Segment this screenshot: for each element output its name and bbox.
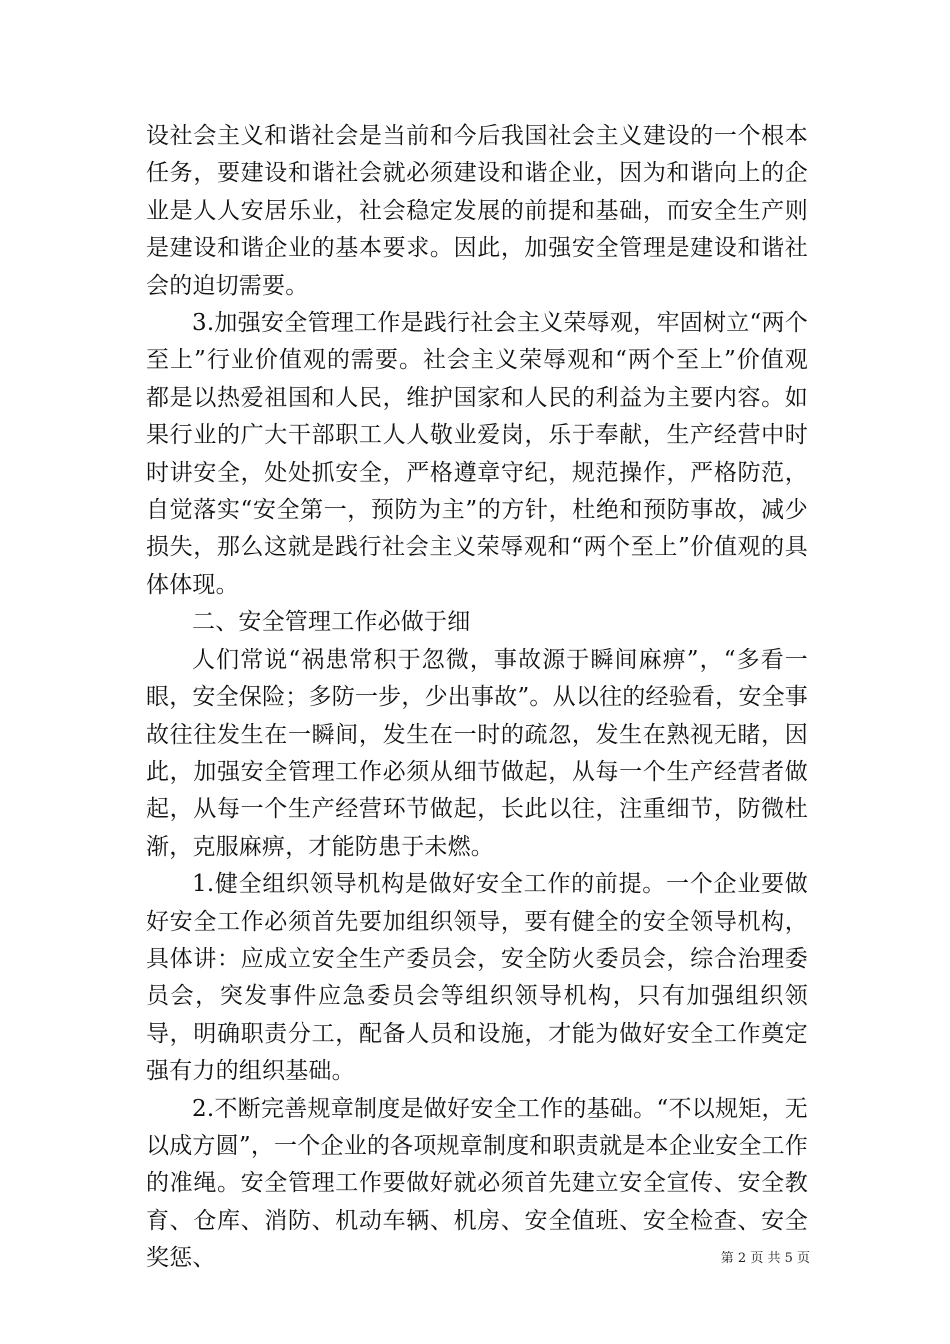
paragraph-4: 1.健全组织领导机构是做好安全工作的前提。一个企业要做好安全工作必须首先要加组织领导，要有健全的安全领导机构，具体讲：应成立安全生产委员会，安全防火委员会，综合治理委员会，突发事件应急委员会等组织领导机构，只有加强组织领导，明确职责分工，配备人员和设施，才能为做好安全工作奠定强有力的组织基础。 bbox=[146, 871, 808, 1085]
paragraph-5: 2.不断完善规章制度是做好安全工作的基础。“不以规矩，无以成方圆”，一个企业的各项规章制度和职责就是本企业安全工作的准绳。安全管理工作要做好就必须首先建立安全宣传、安全教育、仓库、消防、机动车辆、机房、安全值班、安全检查、安全奖惩、 bbox=[146, 1095, 808, 1272]
paragraph-2: 3.加强安全管理工作是践行社会主义荣辱观，牢固树立“两个至上”行业价值观的需要。社会主义荣辱观和“两个至上”价值观都是以热爱祖国和人民，维护国家和人民的利益为主要内容。如果行业的广大干部职工人人敬业爱岗，乐于奉献，生产经营中时时讲安全，处处抓安全，严格遵章守纪，规范操作，严格防范，自觉落实“安全第一，预防为主”的方针，杜绝和预防事故，减少损失，那么这就是践行社会主义荣辱观和“两个至上”价值观的具体体现。 bbox=[146, 310, 808, 598]
paragraph-1: 设社会主义和谐社会是当前和今后我国社会主义建设的一个根本任务，要建设和谐社会就必须建设和谐企业，因为和谐向上的企业是人人安居乐业，社会稳定发展的前提和基础，而安全生产则是建设和谐企业的基本要求。因此，加强安全管理是建设和谐社会的迫切需要。 bbox=[146, 123, 808, 299]
section-heading: 二、安全管理工作必做于细 bbox=[192, 609, 471, 636]
document-body bbox=[146, 118, 808, 1278]
page-number: 第 2 页 共 5 页 bbox=[720, 1251, 810, 1266]
paragraph-3: 人们常说“祸患常积于忽微，事故源于瞬间麻痹”，“多看一眼，安全保险；多防一步，少出事故”。从以往的经验看，安全事故往往发生在一瞬间，发生在一时的疏忽，发生在熟视无睹，因此，加强安全管理工作必须从细节做起，从每一个生产经营者做起，从每一个生产经营环节做起，长此以往，注重细节，防微杜渐，克服麻痹，才能防患于未燃。 bbox=[146, 646, 808, 860]
